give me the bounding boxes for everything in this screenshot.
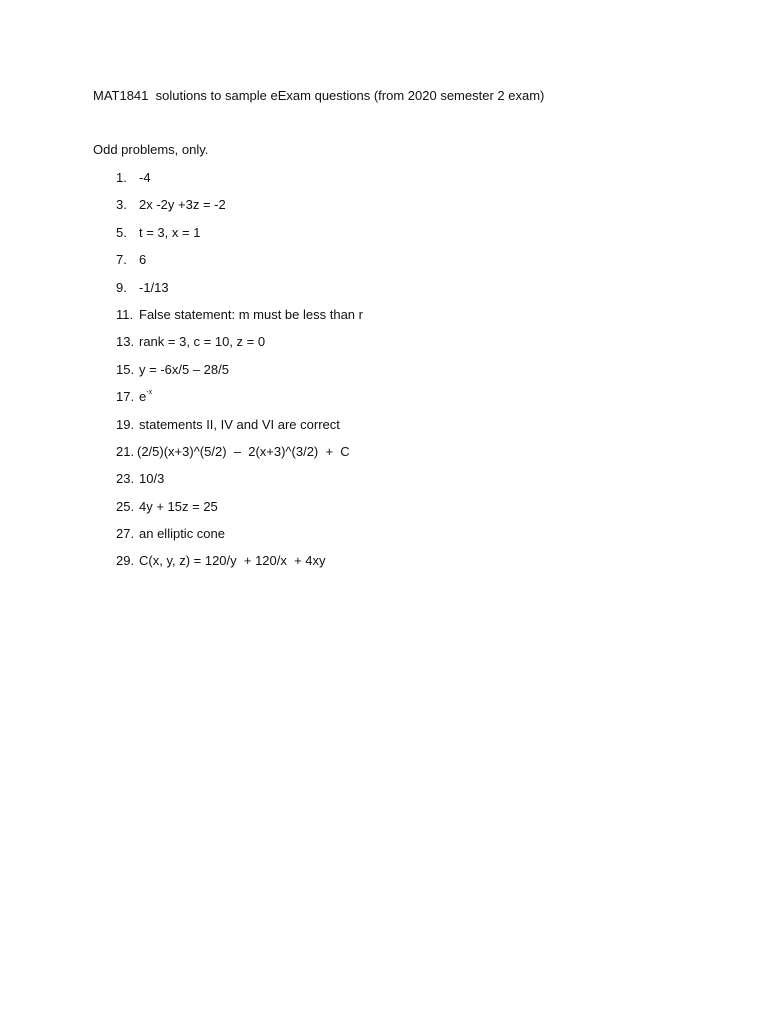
document-title: MAT1841 solutions to sample eExam questions (from 2020 semester 2 exam) — [93, 88, 545, 103]
answer-base: e — [139, 389, 147, 405]
answer-superscript: -x — [146, 388, 153, 396]
answer-item — [116, 279, 169, 308]
answer-item — [116, 197, 226, 225]
answer-text: y = -6x/5 – 28/5 — [139, 361, 229, 377]
answer-item — [116, 388, 153, 417]
answer-item — [116, 224, 201, 253]
answer-item — [116, 306, 363, 335]
answer-text: 6 — [139, 252, 147, 268]
answer-item — [116, 416, 340, 445]
answer-number: 5. — [116, 224, 127, 240]
answer-number: 21. — [116, 443, 135, 459]
answer-item — [116, 334, 266, 362]
answer-item — [116, 471, 165, 499]
answer-expression — [139, 390, 152, 403]
answer-number: 27. — [116, 526, 135, 542]
answer-number: 3. — [116, 197, 127, 213]
answer-item — [116, 361, 229, 390]
answer-number: 7. — [116, 252, 127, 268]
answer-number: 15. — [116, 361, 135, 377]
answer-item — [116, 526, 225, 554]
answer-item — [116, 498, 218, 527]
answer-text: -4 — [139, 170, 151, 185]
answer-text: -1/13 — [139, 279, 169, 295]
answer-item — [116, 170, 151, 198]
answer-number: 13. — [116, 334, 135, 350]
answer-text: False statement: m must be less than r — [139, 306, 363, 322]
answer-item — [116, 252, 147, 280]
answer-number: 23. — [116, 471, 135, 487]
answer-text: an elliptic cone — [139, 526, 225, 542]
answer-text: rank = 3, c = 10, z = 0 — [139, 334, 266, 350]
answer-item — [116, 553, 326, 581]
answer-list — [116, 170, 363, 582]
answer-number: 9. — [116, 279, 127, 295]
answer-text: C(x, y, z) = 120/y + 120/x + 4xy — [139, 553, 326, 569]
answer-number: 25. — [116, 498, 135, 514]
answer-text: 10/3 — [139, 471, 165, 487]
answer-number: 17. — [116, 389, 135, 405]
answer-number: 11. — [116, 306, 134, 322]
answer-text: 2x -2y +3z = -2 — [139, 197, 226, 213]
answer-text: 4y + 15z = 25 — [139, 498, 218, 514]
answer-text: t = 3, x = 1 — [139, 224, 201, 240]
intro-text: Odd problems, only. — [93, 142, 209, 157]
answer-text: statements II, IV and VI are correct — [139, 416, 340, 432]
answer-number: 29. — [116, 553, 135, 569]
answer-number: 1. — [116, 170, 127, 185]
answer-number: 19. — [116, 416, 135, 432]
answer-text: (2/5)(x+3)^(5/2) – 2(x+3)^(3/2) + C — [137, 443, 350, 459]
answer-item — [116, 443, 350, 472]
